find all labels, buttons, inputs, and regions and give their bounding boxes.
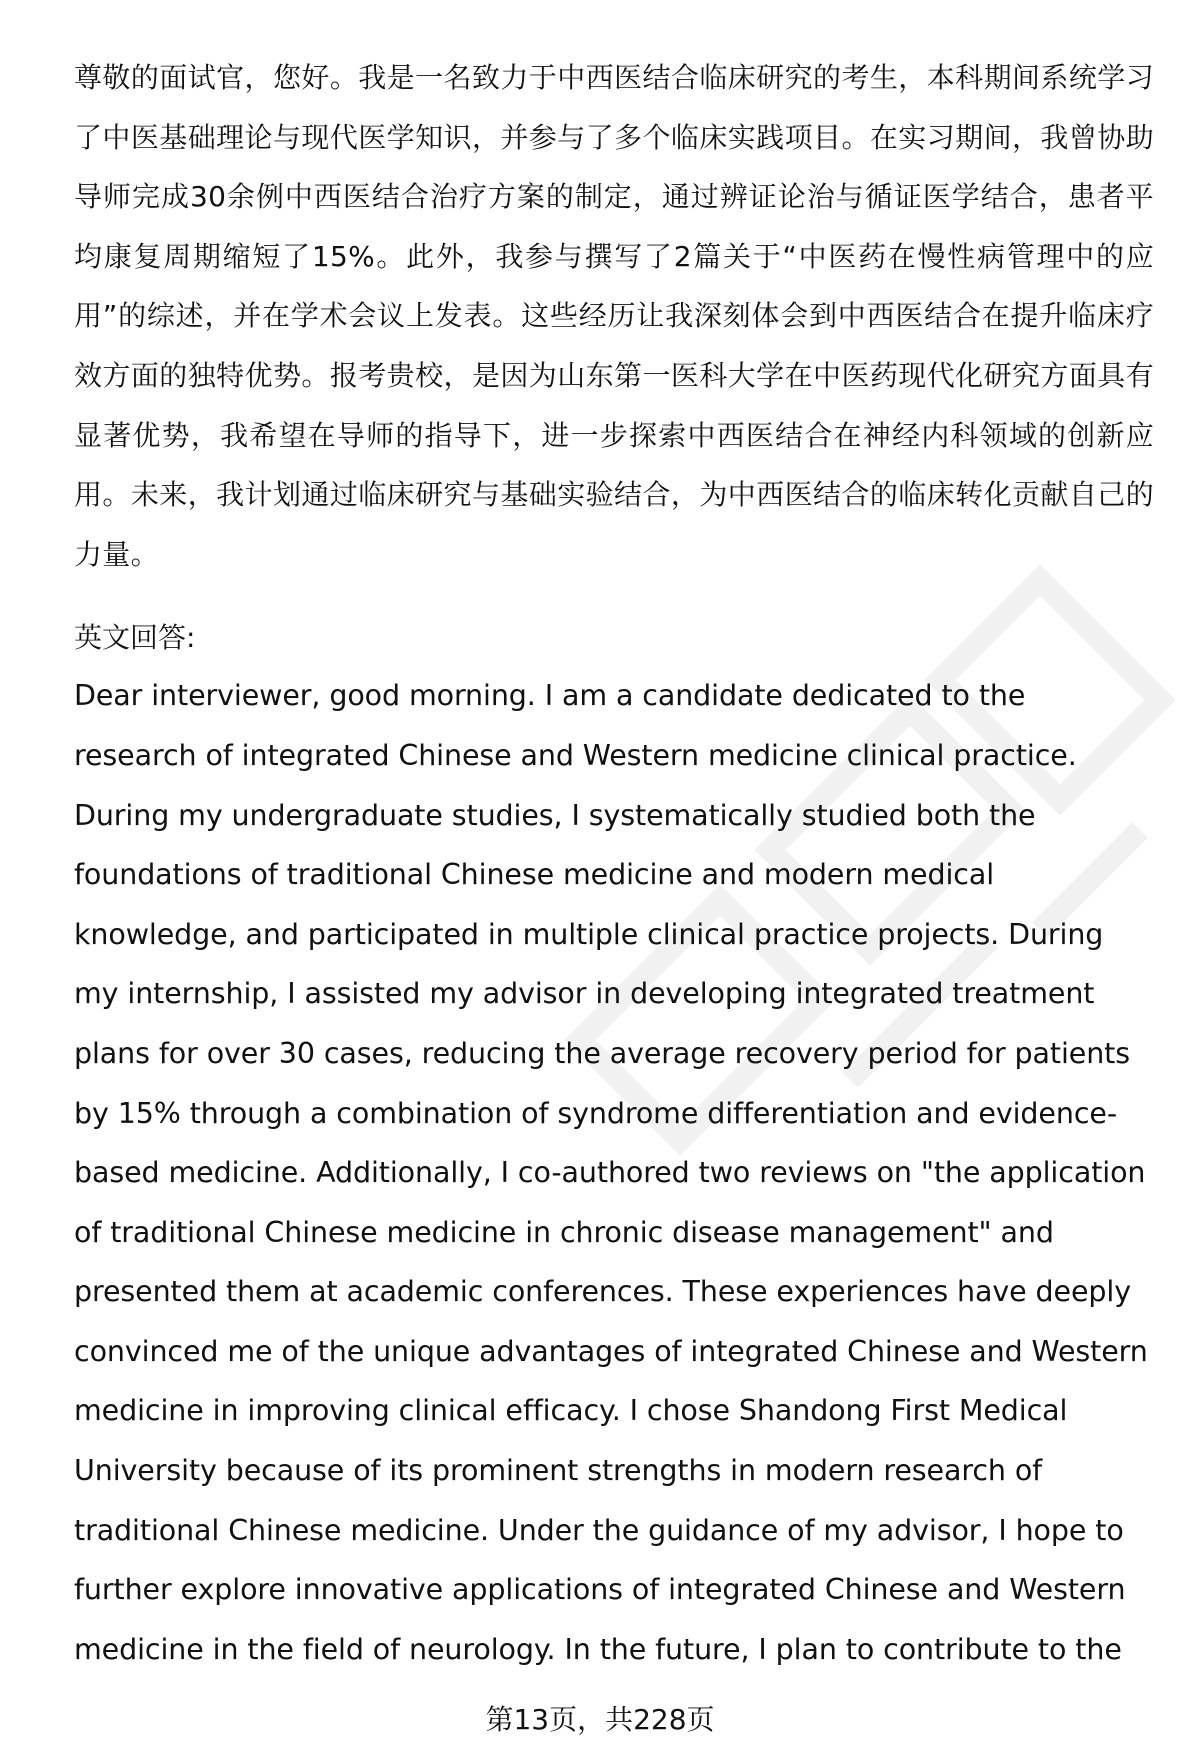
page-number-footer: 第13页，共228页 [485,1703,715,1736]
english-answer-heading: 英文回答: [74,621,196,655]
english-paragraph: Dear interviewer, good morning. I am a candidate dedicated to the research of integrated Chinese and Western medicine clinical practice. During my undergraduate studies, I systematically studied both the foundations of traditional Chinese medicine and modern medical knowledge, and participated in multiple clinical practice projects. During my internship, I assisted my advisor in developing integrated treatment plans for over 30 cases, reducing the average recovery period for patients by 15% through a combination of syndrome differentiation and evidence-based medicine. Additionally, I co-authored two reviews on "the application of traditional Chinese medicine in chronic disease management" and presented them at academic conferences. These experiences have deeply convinced me of the unique advantages of integrated Chinese and Western medicine in improving clinical efficacy. I chose Shandong First Medical University because of its prominent strengths in modern research of traditional Chinese medicine. Under the guidance of my advisor, I hope to further explore innovative applications of integrated Chinese and Western medicine in the field of neurology. In the future, I plan to contribute to the [74,679,1148,1666]
chinese-paragraph: 尊敬的面试官，您好。我是一名致力于中西医结合临床研究的考生，本科期间系统学习了中医基础理论与现代医学知识，并参与了多个临床实践项目。在实习期间，我曾协助导师完成30余例中西医结合治疗方案的制定，通过辨证论治与循证医学结合，患者平均康复周期缩短了15%。此外，我参与撰写了2篇关于“中医药在慢性病管理中的应用”的综述，并在学术会议上发表。这些经历让我深刻体会到中西医结合在提升临床疗效方面的独特优势。报考贵校，是因为山东第一医科大学在中医药现代化研究方面具有显著优势，我希望在导师的指导下，进一步探索中西医结合在神经内科领域的创新应用。未来，我计划通过临床研究与基础实验结合，为中西医结合的临床转化贡献自己的力量。 [74,61,1154,571]
main-content [74,48,1154,1679]
